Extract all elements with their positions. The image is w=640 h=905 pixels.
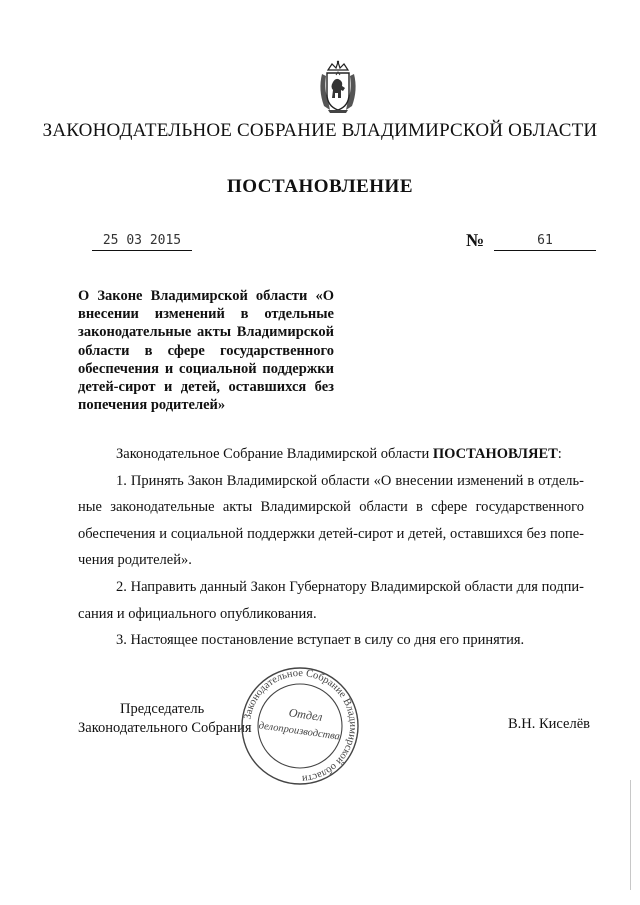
number-label: № (466, 230, 485, 250)
coat-of-arms-icon (316, 60, 360, 114)
enacting-clause-colon: : (557, 446, 562, 462)
stamp-outer-text: Законодательное Собрание Владимирской области (242, 667, 359, 785)
stamp-inner-line2: делопроизводства (258, 720, 341, 743)
signatory-position-line1: Председатель (120, 701, 205, 717)
scan-edge-line (630, 780, 631, 890)
document-subject: О Законе Владимирской области «О внесении изменений в отдельные законодательные акты Владимирской области в сфере государственного обеспечения и социальной поддержки детей-сирот и детей, оставшихся без попечения родителей» (78, 288, 334, 414)
resolution-item-3: 3. Настоящее постановление вступает в силу со дня его принятия. (116, 632, 525, 649)
document-date: 25 03 2015 (92, 232, 192, 251)
document-type-heading: ПОСТАНОВЛЕНИЕ (226, 176, 414, 197)
organization-title: ЗАКОНОДАТЕЛЬНОЕ СОБРАНИЕ ВЛАДИМИРСКОЙ ОБЛАСТИ (42, 120, 598, 141)
document-body (78, 441, 584, 654)
official-stamp (238, 664, 362, 788)
signatory-position-line2: Законодательного Собрания (78, 720, 252, 736)
document-number: 61 (494, 232, 596, 251)
signatory-name: В.Н. Киселёв (507, 716, 590, 732)
resolution-item-2: 2. Направить данный Закон Губернатору Владимирской области для подписания и официального опубликования. (78, 578, 584, 622)
resolution-item-1: 1. Принять Закон Владимирской области «О внесении изменений в отдельные законодательные акты Владимирской области в сфере государственного обеспечения и социальной поддержки детей-сирот и детей, оставшихся без попечения родителей». (78, 472, 584, 569)
enacting-clause-text: Законодательное Собрание Владимирской области (116, 446, 433, 462)
stamp-inner-line1: Отдел (287, 705, 324, 724)
enacting-clause-verb: ПОСТАНОВЛЯЕТ (432, 446, 558, 462)
enacting-clause (78, 441, 584, 468)
